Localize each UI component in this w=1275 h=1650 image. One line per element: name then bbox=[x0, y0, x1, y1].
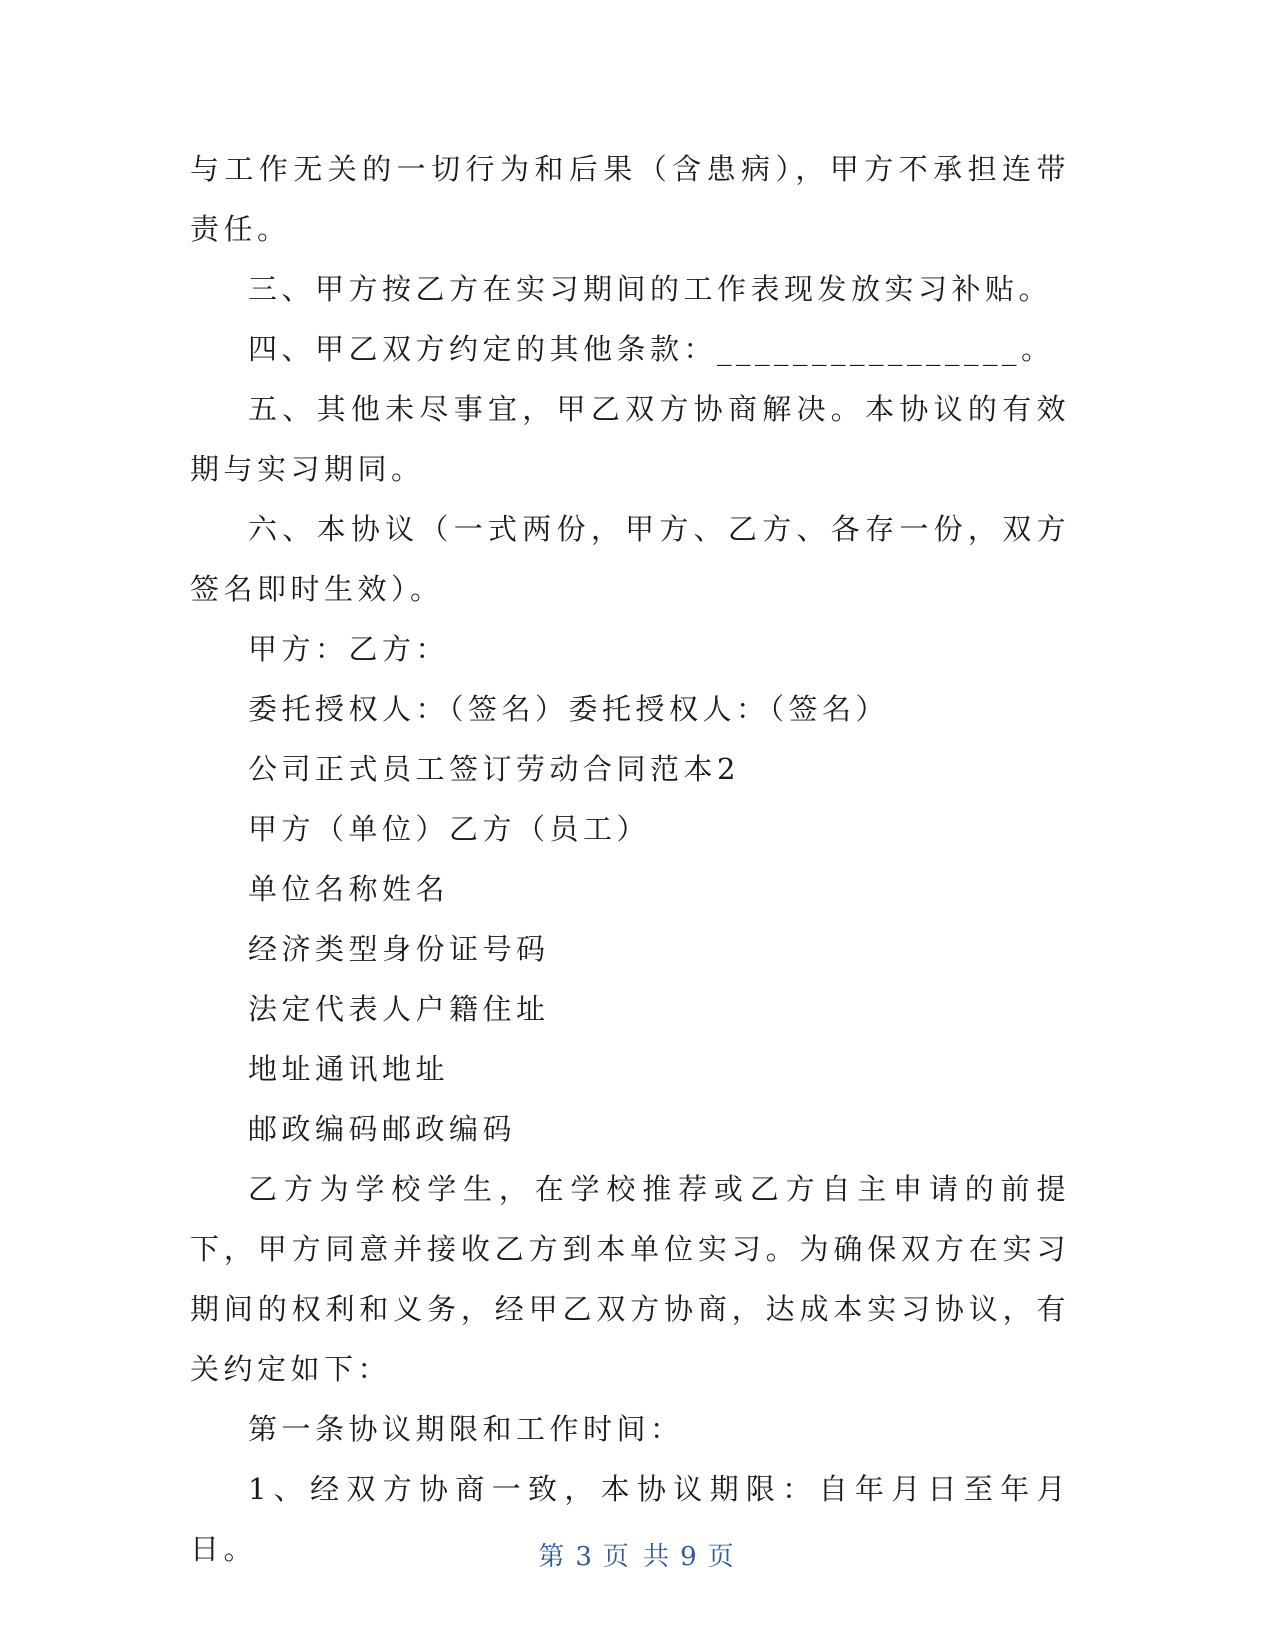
signature-parties-line: 甲方：乙方： bbox=[248, 632, 450, 666]
footer-current-page: 3 bbox=[575, 1542, 595, 1572]
footer-suffix: 页 bbox=[707, 1542, 737, 1572]
field-line-type-id: 经济类型身份证号码 bbox=[248, 932, 550, 966]
paragraph-intro: 乙方为学校学生，在学校推荐或乙方自主申请的前提下，甲方同意并接收乙方到本单位实习。为确保双方在实习期间的权利和义务，经甲乙双方协商，达成本实习协议，有关约定如下： bbox=[190, 1172, 1070, 1386]
signature-authorized-line: 委托授权人：（签名）委托授权人：（签名） bbox=[248, 692, 890, 726]
section-title: 公司正式员工签订劳动合同范本2 bbox=[248, 752, 740, 786]
field-line-name: 单位名称姓名 bbox=[248, 872, 450, 906]
field-line-postcode: 邮政编码邮政编码 bbox=[248, 1112, 517, 1146]
page-number-footer bbox=[0, 1536, 1275, 1573]
document-body bbox=[190, 139, 1070, 1579]
field-line-rep-residence: 法定代表人户籍住址 bbox=[248, 992, 550, 1026]
paragraph-clause-5: 五、其他未尽事宜，甲乙双方协商解决。本协议的有效期与实习期同。 bbox=[190, 392, 1070, 486]
footer-prefix: 第 bbox=[538, 1542, 568, 1572]
paragraph-clause-4: 四、甲乙双方约定的其他条款：________________。 bbox=[248, 332, 1055, 366]
paragraph-continuation: 与工作无关的一切行为和后果（含患病），甲方不承担连带责任。 bbox=[190, 152, 1070, 246]
parties-header-line: 甲方（单位）乙方（员工） bbox=[248, 812, 651, 846]
paragraph-clause-6: 六、本协议（一式两份，甲方、乙方、各存一份，双方签名即时生效）。 bbox=[190, 512, 1070, 606]
article-1-title: 第一条协议期限和工作时间： bbox=[248, 1412, 684, 1446]
article-1-item-1: 1、经双方协商一致，本协议期限：自年月日至年月日。 bbox=[190, 1472, 1070, 1566]
field-line-address: 地址通讯地址 bbox=[248, 1052, 450, 1086]
paragraph-clause-3: 三、甲方按乙方在实习期间的工作表现发放实习补贴。 bbox=[248, 272, 1053, 306]
footer-middle: 页 共 bbox=[602, 1542, 673, 1572]
footer-total-pages: 9 bbox=[680, 1542, 700, 1572]
